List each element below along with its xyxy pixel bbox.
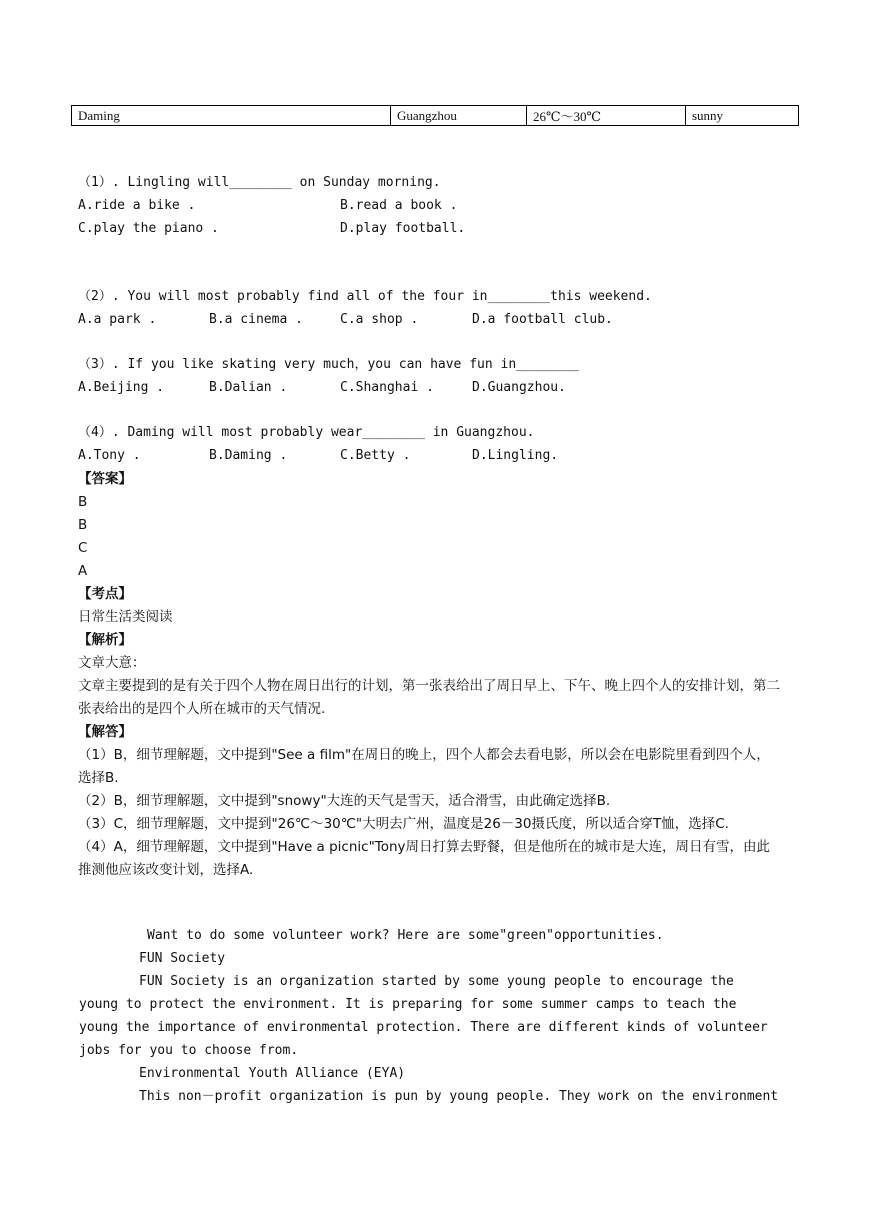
question-2-stem: （2）. You will most probably find all of the four in________this weekend. (78, 289, 652, 304)
solution-3: （3）C，细节理解题，文中提到"26℃～30℃"大明去广州，温度是26－30摄氏度，所以适合穿T恤，选择C. (78, 816, 729, 832)
question-3-option-b: B.Dalian . (209, 380, 288, 395)
question-2-option-d: D.a football club. (472, 312, 613, 327)
weather-table (71, 105, 799, 126)
question-3-option-c: C.Shanghai . (340, 380, 434, 395)
org2-title: Environmental Youth Alliance (EYA) (139, 1066, 406, 1081)
org1-title: FUN Society (139, 951, 226, 966)
solution-4: （4）A，细节理解题，文中提到"Have a picnic"Tony周日打算去野餐，但是他所在的城市是大连，周日有雪，由此推测他应该改变计划，选择A. (78, 839, 771, 878)
table-cell-name: Daming (72, 106, 391, 126)
kaodian-heading: 【考点】 (78, 586, 132, 602)
question-3-option-d: D.Guangzhou. (472, 380, 566, 395)
question-1-option-d: D.play football. (340, 221, 466, 236)
answer-section (78, 468, 783, 882)
question-3-stem: （3）. If you like skating very much，you can have fun in________ (78, 357, 579, 372)
org1-text: FUN Society is an organization started by some young people to encourage the young to protect the environment. It is preparing for some summer camps to teach the young the importance of environmental protection. There are different kinds of volunteer jobs for you to choose from. (79, 974, 768, 1058)
question-2-option-a: A.a park . (78, 312, 157, 327)
question-3-option-a: A.Beijing . (78, 380, 165, 395)
kaodian-text: 日常生活类阅读 (78, 609, 173, 625)
answer-1: B (78, 494, 88, 510)
question-4-option-c: C.Betty . (340, 448, 411, 463)
summary-label: 文章大意： (78, 655, 146, 671)
solution-2: （2）B，细节理解题，文中提到"snowy"大连的天气是雪天，适合滑雪，由此确定选择B. (78, 793, 611, 809)
answer-heading: 【答案】 (78, 471, 132, 487)
table-cell-city: Guangzhou (391, 106, 527, 126)
answer-2: B (78, 517, 88, 533)
reading-passage (79, 924, 779, 1108)
solution-1: （1）B，细节理解题，文中提到"See a film"在周日的晚上，四个人都会去看电影，所以会在电影院里看到四个人，选择B. (78, 747, 770, 786)
summary-text: 文章主要提到的是有关于四个人物在周日出行的计划，第一张表给出了周日早上、下午、晚上四个人的安排计划，第二张表给出的是四个人所在城市的天气情况. (78, 678, 780, 717)
question-4-stem: （4）. Daming will most probably wear________ in Guangzhou. (78, 425, 535, 440)
solution-heading: 【解答】 (78, 724, 132, 740)
answer-4: A (78, 563, 88, 579)
question-4-option-d: D.Lingling. (472, 448, 559, 463)
question-1-option-b: B.read a book . (340, 198, 458, 213)
question-2-option-c: C.a shop . (340, 312, 419, 327)
question-1-stem: （1）. Lingling will________ on Sunday morning. (78, 175, 441, 190)
question-2-option-b: B.a cinema . (209, 312, 303, 327)
question-1-option-c: C.play the piano . (78, 221, 219, 236)
passage-intro: Want to do some volunteer work? Here are some"green"opportunities. (147, 928, 664, 943)
analysis-heading: 【解析】 (78, 632, 132, 648)
question-4-option-b: B.Daming . (209, 448, 288, 463)
org2-text: This non－profit organization is pun by young people. They work on the environment (139, 1089, 779, 1104)
table-row (72, 106, 799, 126)
question-1-option-a: A.ride a bike . (78, 198, 196, 213)
table-cell-temperature: 26℃～30℃ (527, 106, 686, 126)
question-4-option-a: A.Tony . (78, 448, 141, 463)
answer-3: C (78, 540, 88, 556)
table-cell-weather: sunny (686, 106, 799, 126)
